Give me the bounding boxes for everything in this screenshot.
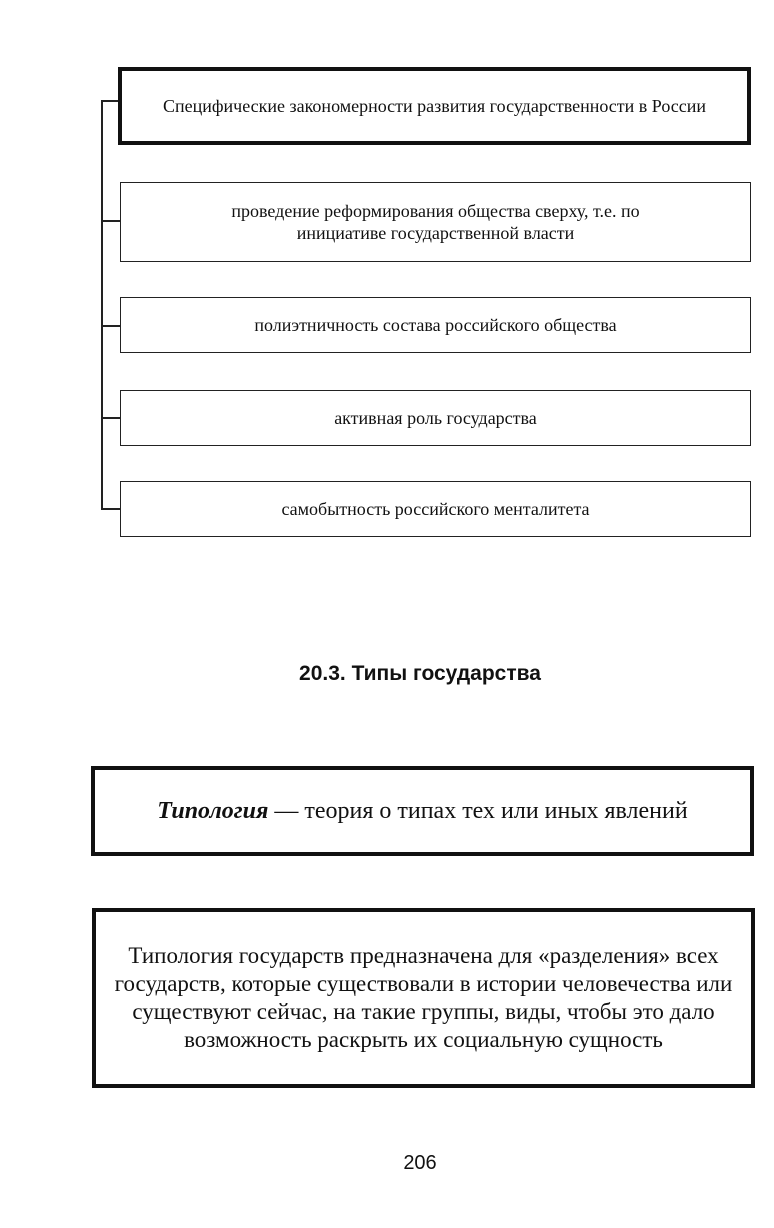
note-text: Типология государств предназначена для «разделения» всех государств, которые существовали в истории человечества или существуют сейчас, на такие группы, виды, чтобы это дало возможность раскрыть их социальную сущность — [114, 943, 733, 1052]
diagram-connector-item-2 — [101, 325, 120, 327]
definition-box — [91, 766, 754, 856]
diagram-item-box-1 — [120, 182, 751, 262]
diagram-title-box — [118, 67, 751, 145]
section-heading: 20.3. Типы государства — [299, 662, 541, 685]
diagram-item-box-4 — [120, 481, 751, 537]
diagram-item-box-3 — [120, 390, 751, 446]
diagram-item-text: проведение реформирования общества сверху, т.е. по инициативе государственной власти — [231, 201, 640, 243]
note-box — [92, 908, 755, 1088]
diagram-connector-item-3 — [101, 417, 120, 419]
diagram-connector-title — [101, 100, 119, 102]
definition-term: Типология — [157, 798, 269, 824]
diagram-item-text: самобытность российского менталитета — [281, 499, 590, 519]
diagram-title: Специфические закономерности развития государственности в России — [162, 96, 707, 116]
diagram-connector-item-1 — [101, 220, 120, 222]
definition-line — [157, 796, 687, 826]
diagram-item-text: активная роль государства — [334, 408, 537, 428]
definition-text: — теория о типах тех или иных явлений — [268, 798, 688, 824]
diagram-item-text: полиэтничность состава российского общества — [254, 315, 617, 335]
diagram-connector-item-4 — [101, 508, 120, 510]
page-number: 206 — [403, 1152, 437, 1174]
diagram-item-box-2 — [120, 297, 751, 353]
diagram-connector-vertical — [101, 100, 103, 509]
